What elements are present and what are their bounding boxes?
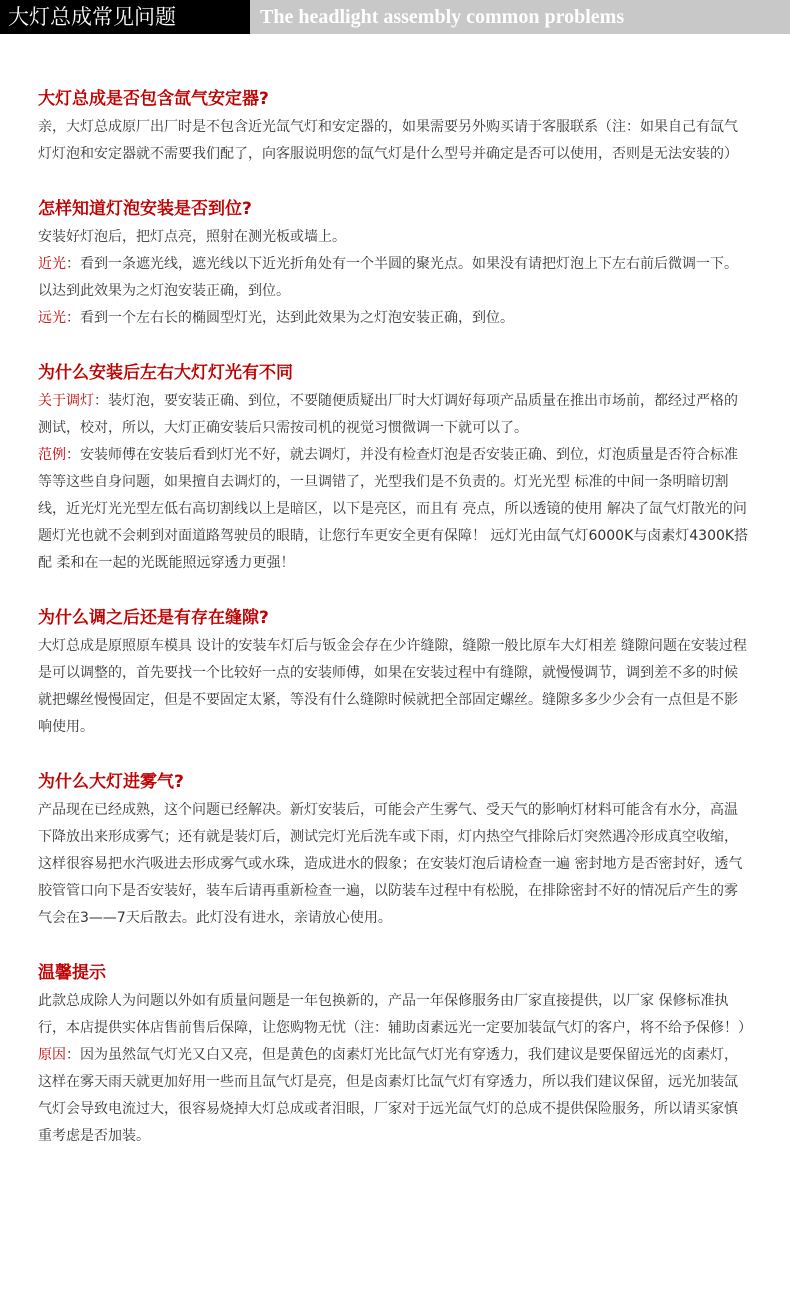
answer-text: ：因为虽然氙气灯光又白又亮，但是黄色的卤素灯光比氙气灯光有穿透力，我们建议是要保留远光的卤素灯，这样在雾天雨天就更加好用一些而且氙气灯是亮，但是卤素灯比氙气灯有穿透力，所以我们建议保留，远光加装氙气灯会导致电流过大，很容易烧掉大灯总成或者泪眼，厂家对于远光氙气灯的总成不提供保险服务，所以请买家慎重考虑是否加装。 bbox=[38, 1047, 738, 1144]
faq-answer bbox=[38, 633, 750, 741]
answer-text: 产品现在已经成熟，这个问题已经解决。新灯安装后，可能会产生雾气、受天气的影响灯材料可能含有水分，高温下降放出来形成雾气；还有就是装灯后，测试完灯光后洗车或下雨，灯内热空气排除后灯突然遇冷形成真空收缩，这样很容易把水汽吸进去形成雾气或水珠，造成进水的假象；在安装灯泡后请检查一遍 密封地方是否密封好，透气胶管管口向下是否安装好，装车后请再重新检查一遍，以防装车过程中有松脱，在排除密封不好的情况后产生的雾气会在3——7天后散去。此灯没有进水，亲请放心使用。 bbox=[38, 802, 743, 926]
faq-section bbox=[38, 360, 750, 577]
answer-tag: 原因 bbox=[38, 1047, 66, 1063]
faq-answer bbox=[38, 114, 750, 168]
answer-text: ：安装师傅在安装后看到灯光不好，就去调灯，并没有检查灯泡是否安装正确、到位，灯泡质量是否符合标准等等这些自身问题，如果擅自去调灯的，一旦调错了，光型我们是不负责的。灯光光型 标准的中间一条明暗切割线，近光灯光光型左低右高切割线以上是暗区，以下是亮区，而且有 亮点，所以透镜的使用 解决了氙气灯散光的问题灯光也就不会刺到对面道路驾驶员的眼睛，让您行车更安全更有保障！ 远灯光由氙气灯6000K与卤素灯4300K搭配 柔和在一起的光既能照远穿透力更强！ bbox=[38, 447, 749, 571]
answer-tag: 关于调灯 bbox=[38, 393, 94, 409]
faq-question: 温馨提示 bbox=[38, 963, 106, 983]
header-banner bbox=[0, 0, 790, 34]
faq-answer bbox=[38, 442, 750, 577]
faq-answer bbox=[38, 224, 750, 251]
faq-answer bbox=[38, 251, 750, 305]
answer-text: ：看到一条遮光线，遮光线以下近光折角处有一个半圆的聚光点。如果没有请把灯泡上下左右前后微调一下。以达到此效果为之灯泡安装正确，到位。 bbox=[38, 256, 738, 299]
faq-answer bbox=[38, 305, 750, 332]
answer-text: 亲，大灯总成原厂出厂时是不包含近光氙气灯和安定器的，如果需要另外购买请于客服联系（注：如果自己有氙气灯灯泡和安定器就不需要我们配了，向客服说明您的氙气灯是什么型号并确定是否可以使用，否则是无法安装的） bbox=[38, 119, 738, 162]
faq-section bbox=[38, 960, 750, 1150]
answer-text: 此款总成除人为问题以外如有质量问题是一年包换新的，产品一年保修服务由厂家直接提供，以厂家 保修标准执行，本店提供实体店售前售后保障，让您购物无忧（注：辅助卤素远光一定要加装氙气灯的客户，将不给予保修！） bbox=[38, 993, 752, 1036]
faq-section bbox=[38, 196, 750, 332]
faq-question: 为什么安装后左右大灯灯光有不同 bbox=[38, 363, 293, 383]
answer-text: ：看到一个左右长的椭圆型灯光，达到此效果为之灯泡安装正确，到位。 bbox=[66, 310, 514, 326]
answer-tag: 近光 bbox=[38, 256, 66, 272]
faq-question: 为什么大灯进雾气? bbox=[38, 772, 184, 792]
faq-question: 大灯总成是否包含氙气安定器? bbox=[38, 89, 269, 109]
faq-answer bbox=[38, 797, 750, 932]
faq-section bbox=[38, 769, 750, 932]
answer-tag: 远光 bbox=[38, 310, 66, 326]
faq-question: 为什么调之后还是有存在缝隙? bbox=[38, 608, 269, 628]
faq-answer bbox=[38, 1042, 750, 1150]
banner-title-cn: 大灯总成常见问题 bbox=[0, 0, 250, 34]
banner-title-en: The headlight assembly common problems bbox=[250, 0, 790, 34]
faq-section bbox=[38, 605, 750, 741]
answer-text: 安装好灯泡后，把灯点亮，照射在测光板或墙上。 bbox=[38, 229, 346, 245]
faq-content bbox=[38, 86, 750, 1178]
faq-section bbox=[38, 86, 750, 168]
answer-text: ：装灯泡，要安装正确、到位，不要随便质疑出厂时大灯调好每项产品质量在推出市场前，都经过严格的测试，校对，所以，大灯正确安装后只需按司机的视觉习惯微调一下就可以了。 bbox=[38, 393, 738, 436]
answer-text: 大灯总成是原照原车模具 设计的安装车灯后与钣金会存在少许缝隙，缝隙一般比原车大灯相差 缝隙问题在安装过程是可以调整的，首先要找一个比较好一点的安装师傅，如果在安装过程中有缝隙，就慢慢调节，调到差不多的时候就把螺丝慢慢固定，但是不要固定太紧，等没有什么缝隙时候就把全部固定螺丝。缝隙多多少少会有一点但是不影响使用。 bbox=[38, 638, 747, 735]
faq-question: 怎样知道灯泡安装是否到位? bbox=[38, 199, 252, 219]
faq-answer bbox=[38, 988, 750, 1042]
faq-answer bbox=[38, 388, 750, 442]
answer-tag: 范例 bbox=[38, 447, 66, 463]
